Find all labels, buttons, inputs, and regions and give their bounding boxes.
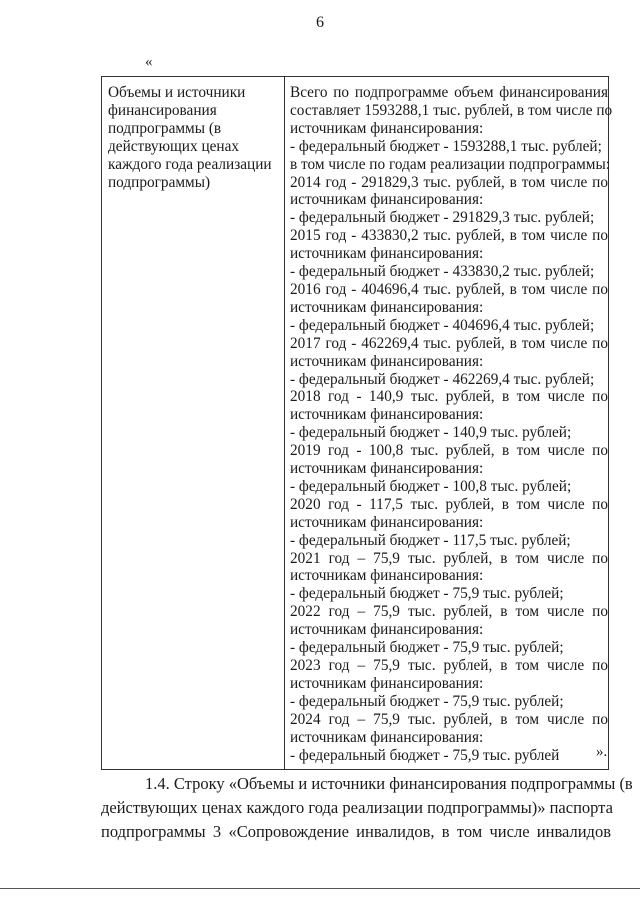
funding-line: в том числе по годам реализации подпрограммы: [290,155,610,173]
funding-line: - федеральный бюджет - 75,9 тыс. рублей; [290,692,564,710]
funding-line: источникам финансирования: [290,513,484,531]
funding-line: 2023 год – 75,9 тыс. рублей, в том числе по [290,657,608,674]
funding-table [101,76,613,770]
opening-quote-mark: « [145,54,153,70]
funding-line: источникам финансирования: [290,298,484,316]
page-bottom-rule [0,888,640,889]
funding-line: источникам финансирования: [290,567,484,585]
funding-line: - федеральный бюджет - 75,9 тыс. рублей; [290,585,564,603]
funding-line: 2022 год – 75,9 тыс. рублей, в том числе по [290,603,608,621]
label-line: действующих ценах [108,137,240,155]
funding-line: - федеральный бюджет - 75,9 тыс. рублей [290,746,560,764]
funding-line: - федеральный бюджет - 100,8 тыс. рублей; [290,477,572,495]
table-row [102,77,609,770]
label-line: каждого года реализации [108,155,272,173]
funding-label-cell [102,77,285,770]
funding-content-text [290,84,613,764]
funding-line: 2015 год - 433830,2 тыс. рублей, в том числе по [290,227,608,245]
funding-line: 2017 год - 462269,4 тыс. рублей, в том числе по [290,334,608,352]
funding-line: источникам финансирования: [290,674,484,692]
funding-line: составляет 1593288,1 тыс. рублей, в том числе по [290,101,613,119]
funding-content-cell [285,77,613,770]
amendment-paragraph [101,772,633,844]
funding-line: Всего по подпрограмме объем финансирования [290,84,608,101]
funding-line: - федеральный бюджет - 140,9 тыс. рублей; [290,424,572,442]
funding-line: источникам финансирования: [290,119,484,137]
label-line: Объемы и источники [108,84,246,101]
paragraph-line: подпрограммы 3 «Сопровождение инвалидов, в том числе инвалидов [101,822,611,841]
funding-line: - федеральный бюджет - 291829,3 тыс. рублей; [290,209,595,227]
funding-line: - федеральный бюджет - 462269,4 тыс. рублей; [290,370,595,388]
funding-line: источникам финансирования: [290,191,484,209]
funding-line: источникам финансирования: [290,728,484,746]
funding-line: - федеральный бюджет - 433830,2 тыс. рублей; [290,263,595,281]
funding-line: - федеральный бюджет - 1593288,1 тыс. рублей; [290,137,602,155]
label-line: подпрограммы (в [108,119,222,137]
funding-line: источникам финансирования: [290,406,484,424]
funding-line: 2016 год - 404696,4 тыс. рублей, в том числе по [290,280,608,298]
page-number: 6 [316,14,324,31]
funding-line: - федеральный бюджет - 117,5 тыс. рублей; [290,531,571,549]
funding-line: 2024 год – 75,9 тыс. рублей, в том числе по [290,710,608,728]
funding-line: источникам финансирования: [290,460,484,478]
funding-line: источникам финансирования: [290,352,484,370]
closing-quote-mark: ». [596,744,608,760]
label-line: финансирования [108,101,217,119]
funding-label-text [108,84,278,191]
funding-line: - федеральный бюджет - 404696,4 тыс. рублей; [290,316,595,334]
funding-line: 2019 год - 100,8 тыс. рублей, в том числе по [290,442,608,460]
funding-line: - федеральный бюджет - 75,9 тыс. рублей; [290,639,564,657]
funding-line: источникам финансирования: [290,245,484,263]
paragraph-line: 1.4. Строку «Объемы и источники финансирования подпрограммы (в [145,774,633,793]
funding-line: 2014 год - 291829,3 тыс. рублей, в том числе по [290,173,608,191]
funding-line: 2018 год - 140,9 тыс. рублей, в том числе по [290,388,608,406]
funding-line: 2021 год – 75,9 тыс. рублей, в том числе по [290,549,608,567]
label-line: подпрограммы) [108,173,211,191]
paragraph-line: действующих ценах каждого года реализации подпрограммы)» паспорта [101,798,613,817]
funding-line: 2020 год - 117,5 тыс. рублей, в том числе по [290,495,608,513]
funding-line: источникам финансирования: [290,621,484,639]
